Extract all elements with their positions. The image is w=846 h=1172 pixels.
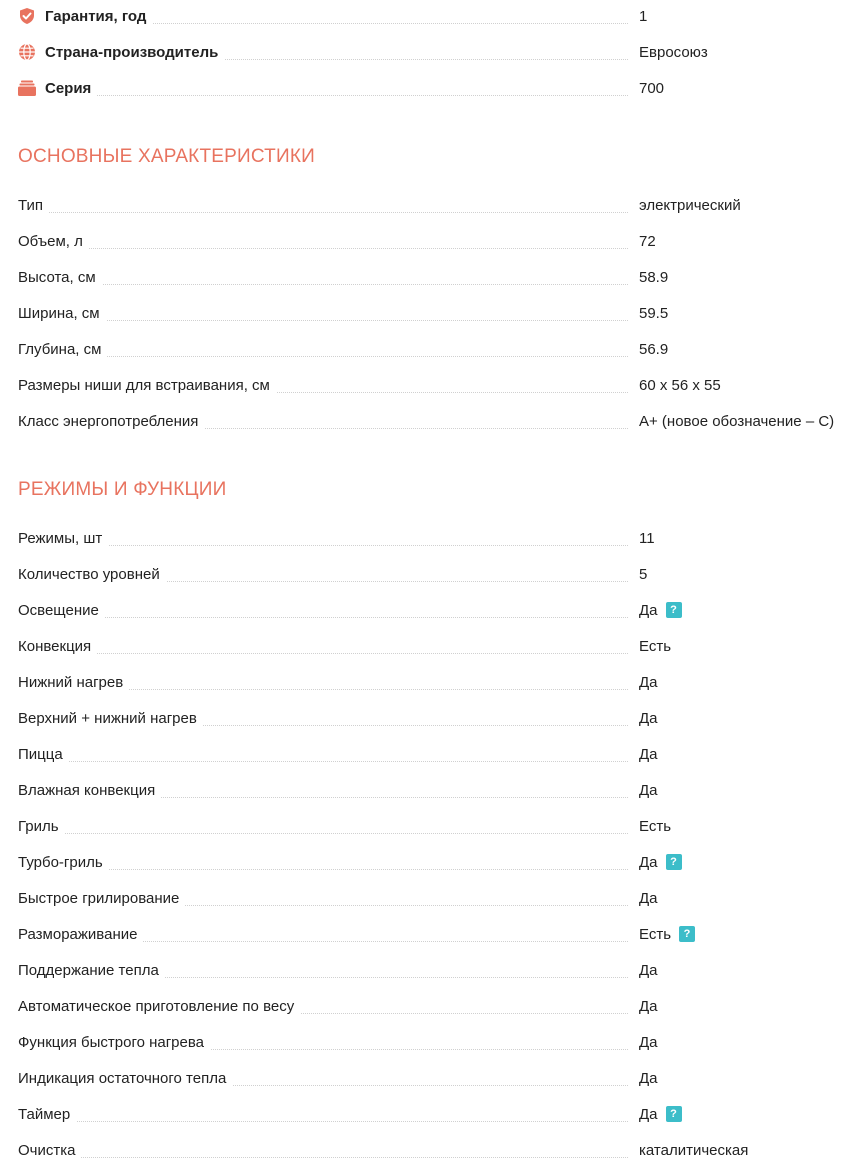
- section-title-modes-functions: РЕЖИМЫ И ФУНКЦИИ: [18, 479, 227, 500]
- spec-value: 700: [639, 79, 665, 97]
- dotted-leader: [18, 869, 628, 870]
- spec-value: Да: [639, 1033, 658, 1051]
- spec-value: 56.9: [639, 340, 669, 358]
- spec-value: 1: [639, 7, 648, 25]
- spec-label: Турбо-гриль: [18, 854, 109, 871]
- help-icon[interactable]: ?: [666, 602, 682, 618]
- spec-value: Да: [639, 781, 658, 799]
- spec-value: Да: [639, 961, 658, 979]
- spec-label: Размораживание: [18, 926, 143, 943]
- spec-row: [18, 634, 846, 658]
- spec-value: Да: [639, 853, 658, 871]
- spec-row: [18, 1138, 846, 1162]
- spec-value: 59.5: [639, 304, 669, 322]
- spec-row: [18, 886, 846, 910]
- globe-icon: [18, 43, 36, 61]
- dotted-leader: [18, 617, 628, 618]
- dotted-leader: [18, 833, 628, 834]
- spec-value-with-help: [639, 854, 682, 871]
- spec-row: [18, 814, 846, 838]
- spec-value: 5: [639, 565, 648, 583]
- spec-value-with-help: [639, 602, 682, 619]
- spec-label: Влажная конвекция: [18, 782, 161, 799]
- dotted-leader: [18, 1121, 628, 1122]
- spec-row: [18, 1066, 846, 1090]
- dotted-leader: [18, 356, 628, 357]
- help-icon[interactable]: ?: [666, 1106, 682, 1122]
- spec-label: Тип: [18, 197, 49, 214]
- spec-row: [18, 526, 846, 550]
- spec-label: Количество уровней: [18, 566, 166, 583]
- spec-label: Глубина, см: [18, 341, 107, 358]
- spec-label: Индикация остаточного тепла: [18, 1070, 232, 1087]
- dotted-leader: [18, 284, 628, 285]
- spec-value: Есть: [639, 817, 672, 835]
- spec-row: [18, 958, 846, 982]
- help-icon[interactable]: ?: [679, 926, 695, 942]
- spec-row: [18, 598, 846, 622]
- section-title-main-characteristics: ОСНОВНЫЕ ХАРАКТЕРИСТИКИ: [18, 146, 315, 167]
- spec-value: Да: [639, 745, 658, 763]
- spec-label: Страна-производитель: [18, 44, 224, 61]
- spec-row: [18, 337, 846, 361]
- spec-value: Да: [639, 1069, 658, 1087]
- spec-row: [18, 373, 846, 397]
- spec-label: Размеры ниши для встраивания, см: [18, 377, 276, 394]
- spec-label: Быстрое грилирование: [18, 890, 185, 907]
- spec-value: 72: [639, 232, 656, 250]
- dotted-leader: [18, 1157, 628, 1158]
- spec-row: [18, 265, 846, 289]
- spec-row-country: [18, 40, 846, 64]
- spec-row: [18, 994, 846, 1018]
- dotted-leader: [18, 761, 628, 762]
- spec-label: Режимы, шт: [18, 530, 108, 547]
- spec-label: Конвекция: [18, 638, 97, 655]
- spec-value-with-help: [639, 1106, 682, 1123]
- spec-label: Нижний нагрев: [18, 674, 129, 691]
- spec-row: [18, 229, 846, 253]
- dotted-leader: [18, 212, 628, 213]
- spec-label: Таймер: [18, 1106, 76, 1123]
- spec-value: 60 x 56 x 55: [639, 376, 721, 394]
- help-icon[interactable]: ?: [666, 854, 682, 870]
- spec-label: Серия: [18, 80, 97, 97]
- spec-label: Поддержание тепла: [18, 962, 165, 979]
- spec-row-warranty: [18, 4, 846, 28]
- spec-value: электрический: [639, 196, 741, 214]
- spec-label: Функция быстрого нагрева: [18, 1034, 210, 1051]
- spec-row: [18, 670, 846, 694]
- spec-value-with-help: [639, 926, 695, 943]
- spec-value: Да: [639, 997, 658, 1015]
- spec-row: [18, 562, 846, 586]
- spec-label: Высота, см: [18, 269, 102, 286]
- spec-value: Да: [639, 601, 658, 619]
- spec-value: Да: [639, 889, 658, 907]
- spec-value: 58.9: [639, 268, 669, 286]
- spec-label: Очистка: [18, 1142, 81, 1159]
- spec-label: Автоматическое приготовление по весу: [18, 998, 300, 1015]
- spec-label: Гриль: [18, 818, 65, 835]
- spec-label: Объем, л: [18, 233, 89, 250]
- spec-label: Верхний + нижний нагрев: [18, 710, 203, 727]
- spec-value: A+ (новое обозначение – C): [639, 412, 835, 430]
- spec-row-series: [18, 76, 846, 100]
- dotted-leader: [18, 320, 628, 321]
- spec-value: 11: [639, 529, 655, 547]
- spec-value: Есть: [639, 925, 672, 943]
- spec-label: Гарантия, год: [18, 8, 152, 25]
- dotted-leader: [18, 653, 628, 654]
- spec-row: [18, 778, 846, 802]
- spec-value: Евросоюз: [639, 43, 708, 61]
- spec-value: Да: [639, 673, 658, 691]
- spec-row: [18, 1030, 846, 1054]
- dotted-leader: [18, 545, 628, 546]
- spec-label: Пицца: [18, 746, 69, 763]
- spec-label: Освещение: [18, 602, 105, 619]
- spec-row: [18, 742, 846, 766]
- spec-row: [18, 1102, 846, 1126]
- spec-row: [18, 706, 846, 730]
- spec-value: каталитическая: [639, 1141, 749, 1159]
- shield-check-icon: [18, 7, 36, 25]
- spec-row: [18, 193, 846, 217]
- dotted-leader: [18, 95, 628, 96]
- spec-row: [18, 922, 846, 946]
- series-stack-icon: [18, 79, 36, 97]
- spec-value: Есть: [639, 637, 672, 655]
- spec-value: Да: [639, 709, 658, 727]
- spec-label: Класс энергопотребления: [18, 413, 204, 430]
- dotted-leader: [18, 248, 628, 249]
- spec-row: [18, 850, 846, 874]
- spec-value: Да: [639, 1105, 658, 1123]
- spec-label: Ширина, см: [18, 305, 106, 322]
- spec-row: [18, 409, 846, 433]
- spec-row: [18, 301, 846, 325]
